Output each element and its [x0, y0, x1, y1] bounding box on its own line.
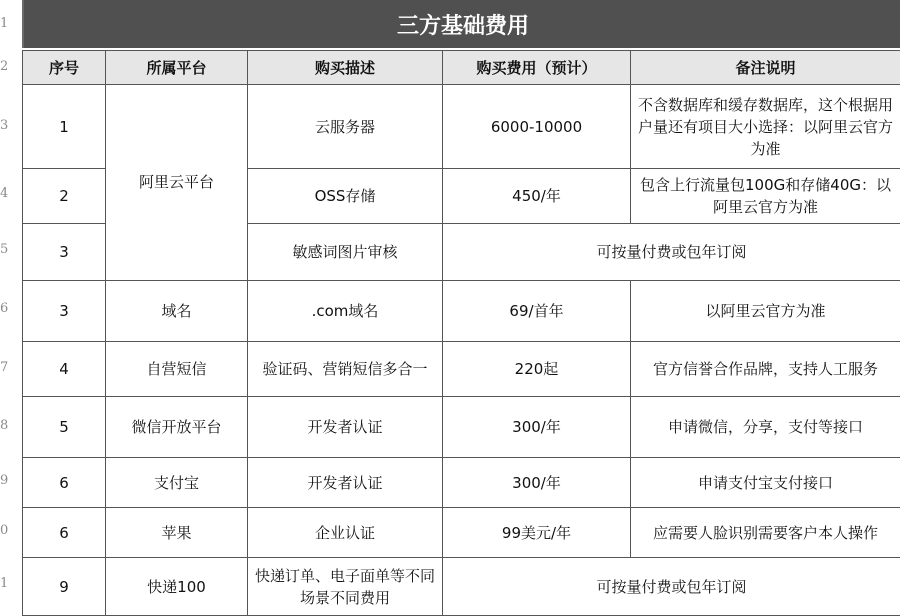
spreadsheet — [22, 0, 900, 616]
cell-description[interactable]: 企业认证 — [248, 508, 443, 558]
cell-index[interactable]: 3 — [23, 224, 106, 281]
cell-description[interactable]: 敏感词图片审核 — [248, 224, 443, 281]
cell-platform[interactable]: 自营短信 — [106, 342, 248, 397]
cell-platform[interactable]: 微信开放平台 — [106, 397, 248, 458]
header-index[interactable]: 序号 — [23, 51, 106, 85]
cell-description[interactable]: 快递订单、电子面单等不同场景不同费用 — [248, 558, 443, 616]
cell-index[interactable]: 5 — [23, 397, 106, 458]
cell-platform-merged[interactable]: 阿里云平台 — [106, 85, 248, 281]
cell-description[interactable]: 验证码、营销短信多合一 — [248, 342, 443, 397]
row-number-11[interactable]: 1 — [0, 576, 9, 591]
cell-index[interactable]: 9 — [23, 558, 106, 616]
cell-notes[interactable]: 官方信誉合作品牌，支持人工服务 — [631, 342, 900, 397]
cell-cost[interactable]: 99美元/年 — [443, 508, 631, 558]
cell-cost[interactable]: 69/首年 — [443, 281, 631, 342]
table-row — [23, 342, 900, 397]
cell-platform[interactable]: 苹果 — [106, 508, 248, 558]
table-row — [23, 508, 900, 558]
table-row — [23, 397, 900, 458]
row-number-6[interactable]: 6 — [0, 301, 9, 316]
row-number-10[interactable]: 0 — [0, 523, 9, 538]
cell-notes[interactable]: 以阿里云官方为准 — [631, 281, 900, 342]
cell-description[interactable]: 开发者认证 — [248, 397, 443, 458]
cell-platform[interactable]: 域名 — [106, 281, 248, 342]
sheet-title[interactable]: 三方基础费用 — [22, 0, 900, 48]
cell-description[interactable]: 开发者认证 — [248, 458, 443, 508]
cell-index[interactable]: 3 — [23, 281, 106, 342]
cell-index[interactable]: 6 — [23, 458, 106, 508]
cell-index[interactable]: 4 — [23, 342, 106, 397]
cell-cost[interactable]: 6000-10000 — [443, 85, 631, 169]
row-number-4[interactable]: 4 — [0, 186, 9, 201]
row-number-8[interactable]: 8 — [0, 418, 9, 433]
header-row — [23, 51, 900, 85]
cell-notes[interactable]: 申请支付宝支付接口 — [631, 458, 900, 508]
cell-cost-notes-merged[interactable]: 可按量付费或包年订阅 — [443, 558, 900, 616]
cell-cost-notes-merged[interactable]: 可按量付费或包年订阅 — [443, 224, 900, 281]
cell-description[interactable]: OSS存储 — [248, 169, 443, 224]
table-row — [23, 558, 900, 616]
cell-cost[interactable]: 220起 — [443, 342, 631, 397]
table-row — [23, 85, 900, 169]
cell-description[interactable]: .com域名 — [248, 281, 443, 342]
row-number-9[interactable]: 9 — [0, 473, 9, 488]
table-row — [23, 458, 900, 508]
cell-index[interactable]: 2 — [23, 169, 106, 224]
row-number-gutter — [0, 0, 22, 616]
cell-cost[interactable]: 450/年 — [443, 169, 631, 224]
cell-index[interactable]: 1 — [23, 85, 106, 169]
cell-notes[interactable]: 不含数据库和缓存数据库，这个根据用户量还有项目大小选择：以阿里云官方为准 — [631, 85, 900, 169]
cell-platform[interactable]: 快递100 — [106, 558, 248, 616]
cell-platform[interactable]: 支付宝 — [106, 458, 248, 508]
cell-notes[interactable]: 申请微信，分享，支付等接口 — [631, 397, 900, 458]
row-number-1[interactable]: 1 — [0, 16, 9, 31]
cell-notes[interactable]: 应需要人脸识别需要客户本人操作 — [631, 508, 900, 558]
header-cost[interactable]: 购买费用（预计） — [443, 51, 631, 85]
cost-table — [22, 50, 900, 616]
header-platform[interactable]: 所属平台 — [106, 51, 248, 85]
header-description[interactable]: 购买描述 — [248, 51, 443, 85]
header-notes[interactable]: 备注说明 — [631, 51, 900, 85]
row-number-3[interactable]: 3 — [0, 118, 9, 133]
row-number-7[interactable]: 7 — [0, 360, 9, 375]
cell-description[interactable]: 云服务器 — [248, 85, 443, 169]
cell-cost[interactable]: 300/年 — [443, 458, 631, 508]
row-number-5[interactable]: 5 — [0, 242, 9, 257]
cell-notes[interactable]: 包含上行流量包100G和存储40G：以阿里云官方为准 — [631, 169, 900, 224]
cell-cost[interactable]: 300/年 — [443, 397, 631, 458]
table-row — [23, 281, 900, 342]
cell-index[interactable]: 6 — [23, 508, 106, 558]
row-number-2[interactable]: 2 — [0, 59, 9, 74]
